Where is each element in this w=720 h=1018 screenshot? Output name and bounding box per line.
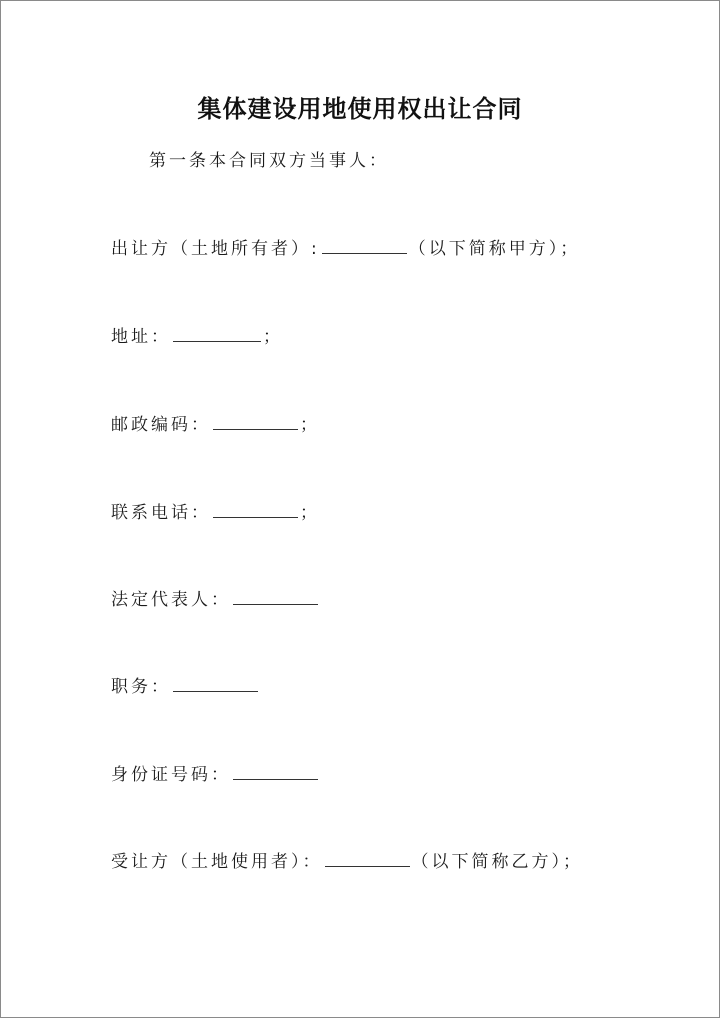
postcode-blank[interactable] [213,412,298,430]
legal-rep-blank[interactable] [233,587,318,605]
document-title: 集体建设用地使用权出让合同 [197,94,523,123]
legal-rep-line [111,585,320,610]
grantor-label: 出让方（土地所有者）: [111,239,320,259]
grantor-line [111,234,580,259]
legal-rep-label: 法定代表人： [111,590,231,610]
address-blank[interactable] [173,324,261,342]
grantor-blank[interactable] [322,236,407,254]
grantee-blank[interactable] [325,849,410,867]
phone-label: 联系电话： [111,503,211,523]
postcode-suffix: ； [300,415,320,435]
grantor-suffix: （以下简称甲方）； [408,239,581,259]
phone-line [111,498,320,523]
address-suffix: ； [263,327,283,347]
grantee-line [111,847,583,872]
position-label: 职务： [111,677,171,697]
id-number-blank[interactable] [233,762,318,780]
address-label: 地址： [111,327,171,347]
postcode-label: 邮政编码： [111,415,211,435]
postcode-line [111,410,320,435]
section-heading: 第一条本合同双方当事人： [149,151,389,171]
grantee-suffix: （以下简称乙方）； [411,852,583,872]
phone-suffix: ； [300,503,320,523]
position-blank[interactable] [173,674,258,692]
phone-blank[interactable] [213,500,298,518]
address-line [111,322,283,347]
id-number-line [111,760,320,785]
grantee-label: 受让方（土地使用者）： [111,852,323,872]
id-number-label: 身份证号码： [111,765,231,785]
position-line [111,672,260,697]
